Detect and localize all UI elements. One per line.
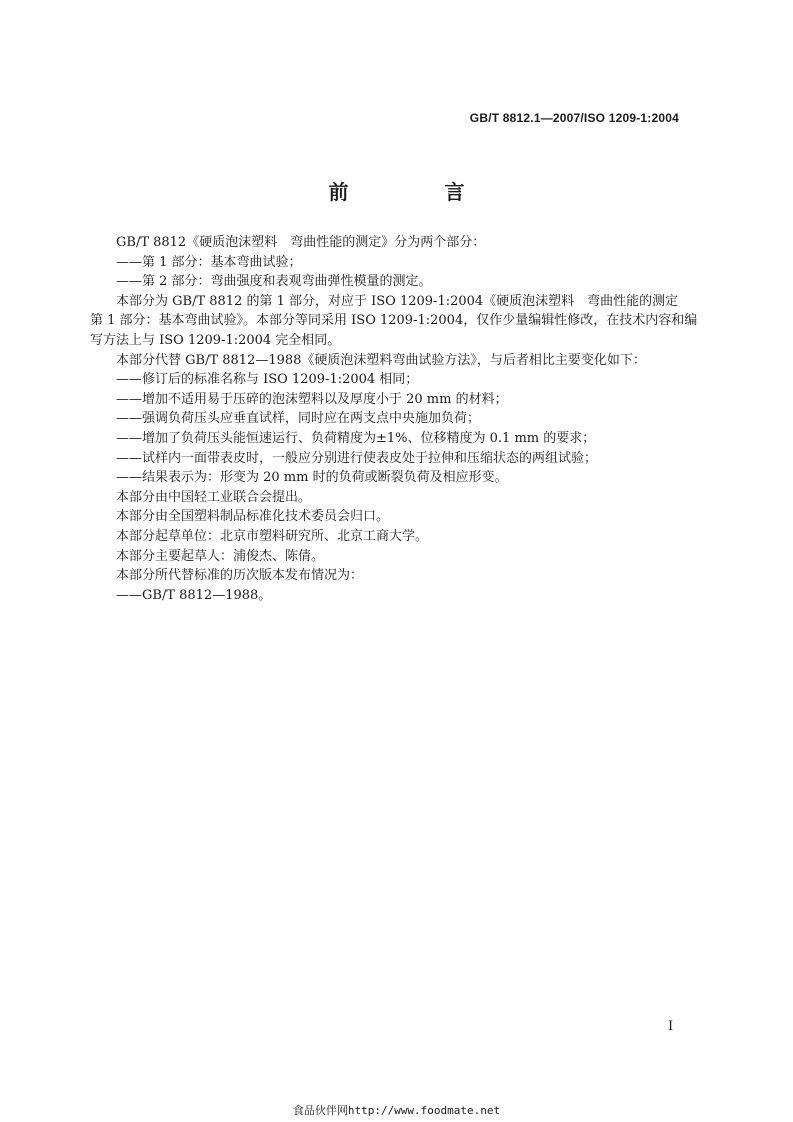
list-item: ——强调负荷压头应垂直试样，同时应在两支点中央施加负荷； — [116, 411, 481, 427]
list-item: ——GB/T 8812—1988。 — [116, 587, 272, 603]
list-item: ——第 2 部分：弯曲强度和表观弯曲弹性模量的测定。 — [116, 274, 432, 290]
list-item: ——增加不适用易于压碎的泡沫塑料以及厚度小于 20 mm 的材料； — [116, 391, 508, 407]
paragraph: 本部分所代替标准的历次版本发布情况为： — [116, 568, 364, 584]
footer-watermark: 食品伙伴网http://www.foodmate.net — [292, 1104, 501, 1117]
foreword-body — [90, 233, 702, 605]
paragraph: GB/T 8812《硬质泡沫塑料 弯曲性能的测定》分为两个部分： — [116, 235, 486, 250]
paragraph: 本部分代替 GB/T 8812—1988《硬质泡沫塑料弯曲试验方法》，与后者相比主要变化如下： — [116, 352, 646, 368]
paragraph: 本部分由中国轻工业联合会提出。 — [116, 489, 312, 505]
paragraph: 本部分为 GB/T 8812 的第 1 部分，对应于 ISO 1209-1:2004《硬质泡沫塑料 弯曲性能的测定 第 1 部分：基本弯曲试验》。本部分等同采用 ISO 1209-1:2004，仅作少量编辑性修改，在技术内容和编写方法上与 ISO 1209-1:2004 完全相同。 — [90, 293, 698, 348]
list-item: ——增加了负荷压头能恒速运行、负荷精度为±1%、位移精度为 0.1 mm 的要求； — [116, 430, 596, 446]
list-item: ——修订后的标准名称与 ISO 1209-1:2004 相同； — [116, 372, 419, 388]
list-item: ——试样内一面带表皮时，一般应分别进行使表皮处于拉伸和压缩状态的两组试验； — [116, 450, 598, 466]
page-number: I — [668, 1019, 674, 1034]
paragraph: 本部分起草单位：北京市塑料研究所、北京工商大学。 — [116, 528, 429, 544]
paragraph: 本部分主要起草人：浦俊杰、陈倩。 — [116, 548, 325, 564]
list-item: ——第 1 部分：基本弯曲试验； — [116, 254, 302, 270]
paragraph: 本部分由全国塑料制品标准化技术委员会归口。 — [116, 509, 390, 525]
page-title: 前 言 — [328, 180, 503, 204]
list-item: ——结果表示为：形变为 20 mm 时的负荷或断裂负荷及相应形变。 — [116, 470, 508, 486]
standard-code: GB/T 8812.1—2007/ISO 1209-1:2004 — [469, 111, 679, 125]
